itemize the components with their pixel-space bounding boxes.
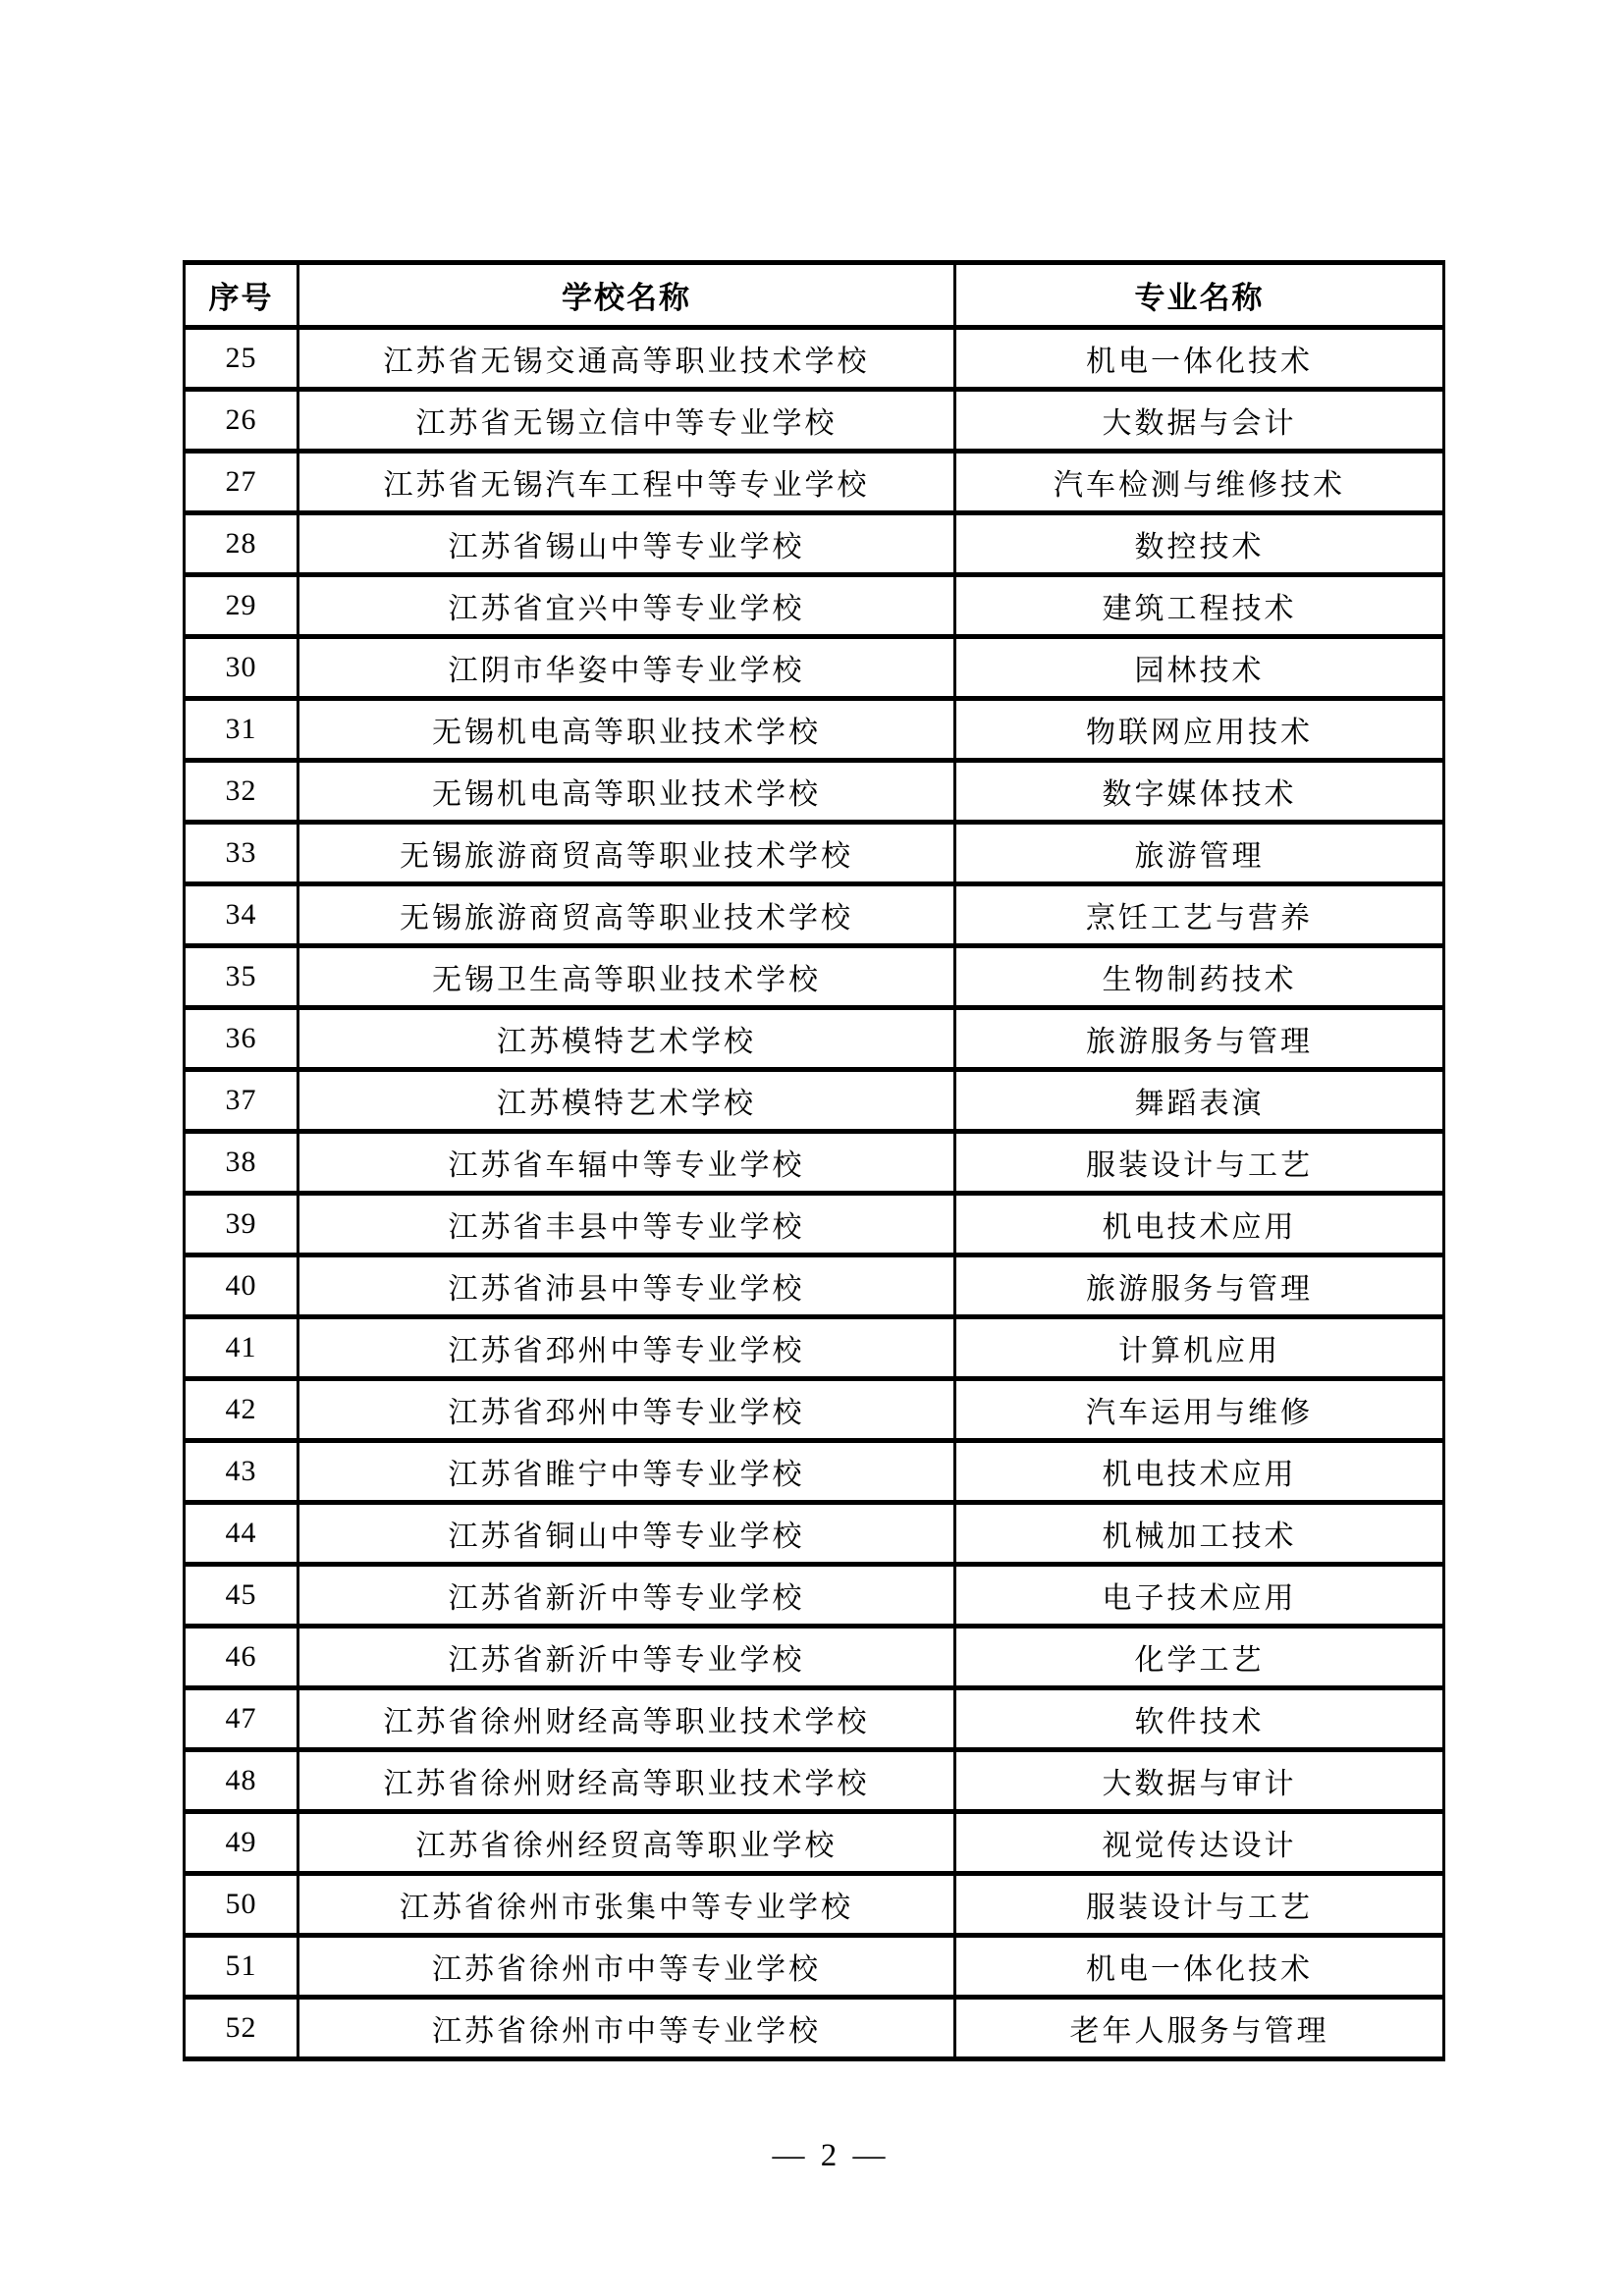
major-cell: 化学工艺 — [955, 1627, 1444, 1688]
school-cell: 江苏省沛县中等专业学校 — [298, 1255, 955, 1317]
school-cell: 江苏省无锡汽车工程中等专业学校 — [298, 452, 955, 513]
major-cell: 园林技术 — [955, 637, 1444, 699]
major-cell: 电子技术应用 — [955, 1565, 1444, 1627]
serial-cell: 44 — [185, 1503, 298, 1565]
table-row — [185, 513, 1444, 575]
major-cell: 服装设计与工艺 — [955, 1132, 1444, 1194]
school-cell: 江苏模特艺术学校 — [298, 1008, 955, 1070]
table-row — [185, 1255, 1444, 1317]
major-cell: 建筑工程技术 — [955, 575, 1444, 637]
major-cell: 生物制药技术 — [955, 946, 1444, 1008]
school-cell: 江苏省车辐中等专业学校 — [298, 1132, 955, 1194]
table-row — [185, 1998, 1444, 2059]
school-cell: 江苏省宜兴中等专业学校 — [298, 575, 955, 637]
school-cell: 江苏省徐州市中等专业学校 — [298, 1998, 955, 2059]
school-cell: 江苏省丰县中等专业学校 — [298, 1194, 955, 1255]
serial-cell: 33 — [185, 823, 298, 884]
table-row — [185, 884, 1444, 946]
table-row — [185, 1936, 1444, 1998]
serial-cell: 43 — [185, 1441, 298, 1503]
school-cell: 江苏省铜山中等专业学校 — [298, 1503, 955, 1565]
school-cell: 江苏省无锡立信中等专业学校 — [298, 390, 955, 452]
serial-cell: 28 — [185, 513, 298, 575]
school-cell: 江阴市华姿中等专业学校 — [298, 637, 955, 699]
major-cell: 旅游管理 — [955, 823, 1444, 884]
table-header-row — [185, 263, 1444, 328]
school-cell: 江苏省无锡交通高等职业技术学校 — [298, 328, 955, 390]
serial-cell: 31 — [185, 699, 298, 761]
table-row — [185, 1565, 1444, 1627]
serial-cell: 47 — [185, 1688, 298, 1750]
major-cell: 服装设计与工艺 — [955, 1874, 1444, 1936]
serial-cell: 45 — [185, 1565, 298, 1627]
major-cell: 数控技术 — [955, 513, 1444, 575]
table-row — [185, 390, 1444, 452]
major-cell: 机电一体化技术 — [955, 1936, 1444, 1998]
header-major-name: 专业名称 — [955, 263, 1444, 328]
serial-cell: 27 — [185, 452, 298, 513]
page-number: — 2 — — [772, 2138, 890, 2173]
serial-cell: 50 — [185, 1874, 298, 1936]
major-cell: 视觉传达设计 — [955, 1812, 1444, 1874]
table-row — [185, 328, 1444, 390]
serial-cell: 51 — [185, 1936, 298, 1998]
header-school-name: 学校名称 — [298, 263, 955, 328]
table-row — [185, 1317, 1444, 1379]
major-cell: 机械加工技术 — [955, 1503, 1444, 1565]
school-cell: 江苏省徐州财经高等职业技术学校 — [298, 1688, 955, 1750]
serial-cell: 48 — [185, 1750, 298, 1812]
serial-cell: 25 — [185, 328, 298, 390]
major-cell: 机电技术应用 — [955, 1441, 1444, 1503]
table-row — [185, 699, 1444, 761]
table-row — [185, 823, 1444, 884]
table-row — [185, 1379, 1444, 1441]
table-row — [185, 637, 1444, 699]
major-cell: 大数据与会计 — [955, 390, 1444, 452]
major-cell: 旅游服务与管理 — [955, 1008, 1444, 1070]
major-cell: 烹饪工艺与营养 — [955, 884, 1444, 946]
school-cell: 无锡旅游商贸高等职业技术学校 — [298, 884, 955, 946]
school-cell: 江苏省新沂中等专业学校 — [298, 1627, 955, 1688]
serial-cell: 49 — [185, 1812, 298, 1874]
table-row — [185, 1503, 1444, 1565]
serial-cell: 40 — [185, 1255, 298, 1317]
school-cell: 江苏模特艺术学校 — [298, 1070, 955, 1132]
serial-cell: 32 — [185, 761, 298, 823]
school-cell: 江苏省睢宁中等专业学校 — [298, 1441, 955, 1503]
serial-cell: 38 — [185, 1132, 298, 1194]
major-cell: 老年人服务与管理 — [955, 1998, 1444, 2059]
school-cell: 江苏省新沂中等专业学校 — [298, 1565, 955, 1627]
serial-cell: 29 — [185, 575, 298, 637]
table-row — [185, 1627, 1444, 1688]
major-cell: 汽车运用与维修 — [955, 1379, 1444, 1441]
page-footer — [0, 2138, 1624, 2174]
serial-cell: 30 — [185, 637, 298, 699]
major-cell: 旅游服务与管理 — [955, 1255, 1444, 1317]
serial-cell: 34 — [185, 884, 298, 946]
serial-cell: 35 — [185, 946, 298, 1008]
school-cell: 江苏省徐州经贸高等职业学校 — [298, 1812, 955, 1874]
table-row — [185, 1812, 1444, 1874]
table-row — [185, 1194, 1444, 1255]
school-cell: 江苏省徐州市张集中等专业学校 — [298, 1874, 955, 1936]
school-cell: 江苏省锡山中等专业学校 — [298, 513, 955, 575]
table-row — [185, 452, 1444, 513]
table-row — [185, 761, 1444, 823]
major-cell: 软件技术 — [955, 1688, 1444, 1750]
serial-cell: 41 — [185, 1317, 298, 1379]
table-row — [185, 1688, 1444, 1750]
school-cell: 江苏省徐州市中等专业学校 — [298, 1936, 955, 1998]
serial-cell: 52 — [185, 1998, 298, 2059]
school-cell: 无锡机电高等职业技术学校 — [298, 761, 955, 823]
table-row — [185, 1750, 1444, 1812]
school-cell: 无锡卫生高等职业技术学校 — [298, 946, 955, 1008]
table-row — [185, 1874, 1444, 1936]
serial-cell: 46 — [185, 1627, 298, 1688]
major-cell: 机电一体化技术 — [955, 328, 1444, 390]
table-row — [185, 1070, 1444, 1132]
school-cell: 无锡旅游商贸高等职业技术学校 — [298, 823, 955, 884]
major-cell: 汽车检测与维修技术 — [955, 452, 1444, 513]
school-cell: 无锡机电高等职业技术学校 — [298, 699, 955, 761]
major-cell: 数字媒体技术 — [955, 761, 1444, 823]
major-cell: 物联网应用技术 — [955, 699, 1444, 761]
school-cell: 江苏省徐州财经高等职业技术学校 — [298, 1750, 955, 1812]
table-row — [185, 1441, 1444, 1503]
major-cell: 机电技术应用 — [955, 1194, 1444, 1255]
serial-cell: 39 — [185, 1194, 298, 1255]
table-row — [185, 946, 1444, 1008]
serial-cell: 36 — [185, 1008, 298, 1070]
serial-cell: 42 — [185, 1379, 298, 1441]
serial-cell: 26 — [185, 390, 298, 452]
table-row — [185, 1008, 1444, 1070]
major-cell: 舞蹈表演 — [955, 1070, 1444, 1132]
school-major-table — [183, 260, 1445, 2061]
serial-cell: 37 — [185, 1070, 298, 1132]
major-cell: 计算机应用 — [955, 1317, 1444, 1379]
table-row — [185, 575, 1444, 637]
header-serial-number: 序号 — [185, 263, 298, 328]
major-cell: 大数据与审计 — [955, 1750, 1444, 1812]
table-body — [185, 328, 1444, 2059]
school-cell: 江苏省邳州中等专业学校 — [298, 1317, 955, 1379]
table-row — [185, 1132, 1444, 1194]
school-cell: 江苏省邳州中等专业学校 — [298, 1379, 955, 1441]
